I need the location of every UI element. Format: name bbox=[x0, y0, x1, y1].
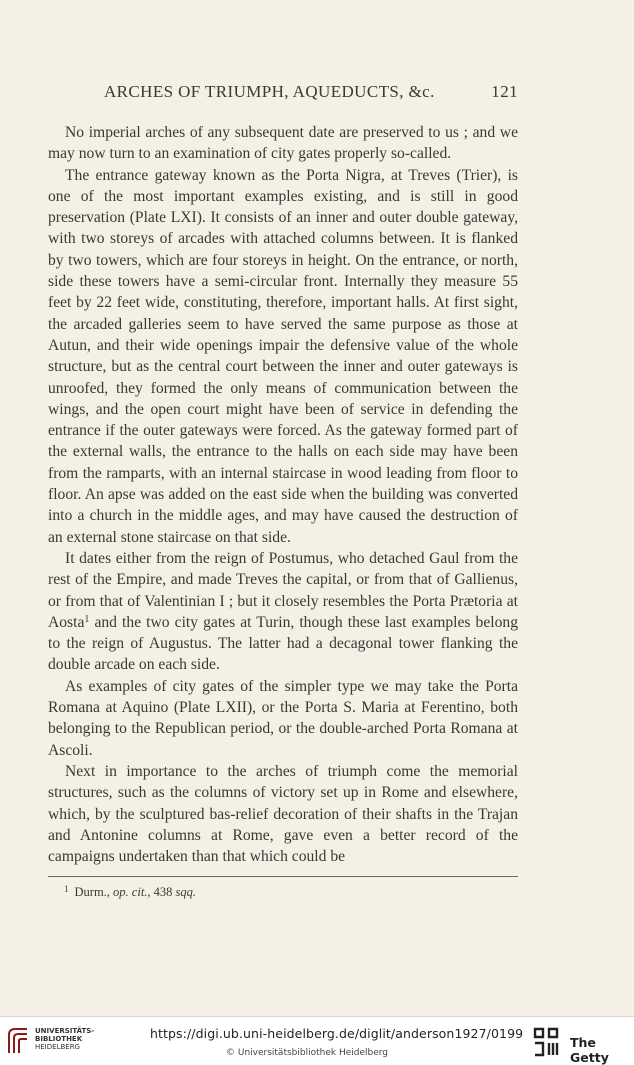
footnote-sqq: sqq. bbox=[175, 885, 197, 899]
paragraph: The entrance gateway known as the Porta Nigra, at Treves (Trier), is one of the most important examples existing, and is still in good preservation (Plate LXI). It consists of an inner and outer double gateway, with two storeys of arcades with attached columns between. It is flanked by two towers, which are four storeys in height. On the entrance, or north, side these towers have a semi-circular front. Internally they measure 55 feet by 22 feet wide, constituting, therefore, important halls. At first sight, the arcaded galleries seem to have served the same purpose as those at Autun, and their wide openings impair the defensive value of the whole structure, but as the central court between the inner and outer gateways is unroofed, they formed the only means of communication between the wings, and the open court might have been of service in defending the entrance if the outer gateways were forced. As the gateway formed part of the external walls, the entrance to the halls on each side may have been from the ramparts, with an internal staircase in wood leading from floor to floor. An apse was added on the east side when the building was converted into a church in the middle ages, and may have caused the destruction of an external stone staircase on that side. bbox=[48, 166, 518, 546]
footnote-reference: 1 bbox=[84, 613, 90, 625]
library-name: UNIVERSITÄTS- BIBLIOTHEK HEIDELBERG bbox=[35, 1027, 95, 1051]
running-title: ARCHES OF TRIUMPH, AQUEDUCTS, &c. bbox=[104, 82, 435, 101]
footnote-divider bbox=[48, 876, 518, 877]
permalink-url[interactable]: https://digi.ub.uni-heidelberg.de/diglit/anderson1927/0199 bbox=[150, 1026, 524, 1041]
footnote bbox=[64, 884, 196, 901]
paragraph bbox=[48, 548, 518, 676]
copyright-notice: © Universitätsbibliothek Heidelberg bbox=[226, 1048, 389, 1058]
page-number: 121 bbox=[491, 82, 518, 101]
paragraph: No imperial arches of any subsequent date are preserved to us ; and we may now turn to an examination of city gates properly so-called. bbox=[48, 124, 518, 163]
getty-logo-icon bbox=[532, 1026, 560, 1058]
footnote-mark: 1 bbox=[64, 884, 69, 894]
getty-label: The Getty bbox=[570, 1035, 609, 1065]
paragraph: As examples of city gates of the simpler type we may take the Porta Romana at Aquino (Plate LXII), or the Porta S. Maria at Ferentino, both belonging to the Republican period, or the double-arched Porta Romana at Ascoli. bbox=[48, 677, 518, 759]
paragraph-text: It dates either from the reign of Postumus, who detached Gaul from the rest of the Empire, and made Treves the capital, or from that of Gallienus, or from that of Valentinian I ; but it closely resembles the Porta Prætoria at Aosta bbox=[48, 549, 518, 631]
footnote-pages: 438 bbox=[153, 885, 173, 899]
running-header bbox=[48, 82, 518, 106]
paragraph: Next in importance to the arches of triumph come the memorial structures, such as the columns of victory set up in Rome and elsewhere, which, by the sculptured bas-relief decoration of their shafts in the Trajan and Antonine columns at Rome, gave even a better record of the campaigns undertaken than that which could be bbox=[48, 762, 518, 866]
viewer-footer bbox=[0, 1016, 634, 1065]
body-text bbox=[48, 122, 518, 867]
paragraph-text: and the two city gates at Turin, though these last examples belong to the reign of Augustus. The latter had a decagonal tower flanking the double arcade on each side. bbox=[48, 613, 518, 674]
footnote-author: Durm., bbox=[74, 885, 110, 899]
university-library-logo-icon bbox=[6, 1026, 30, 1054]
footnote-ref: op. cit., bbox=[113, 885, 151, 899]
